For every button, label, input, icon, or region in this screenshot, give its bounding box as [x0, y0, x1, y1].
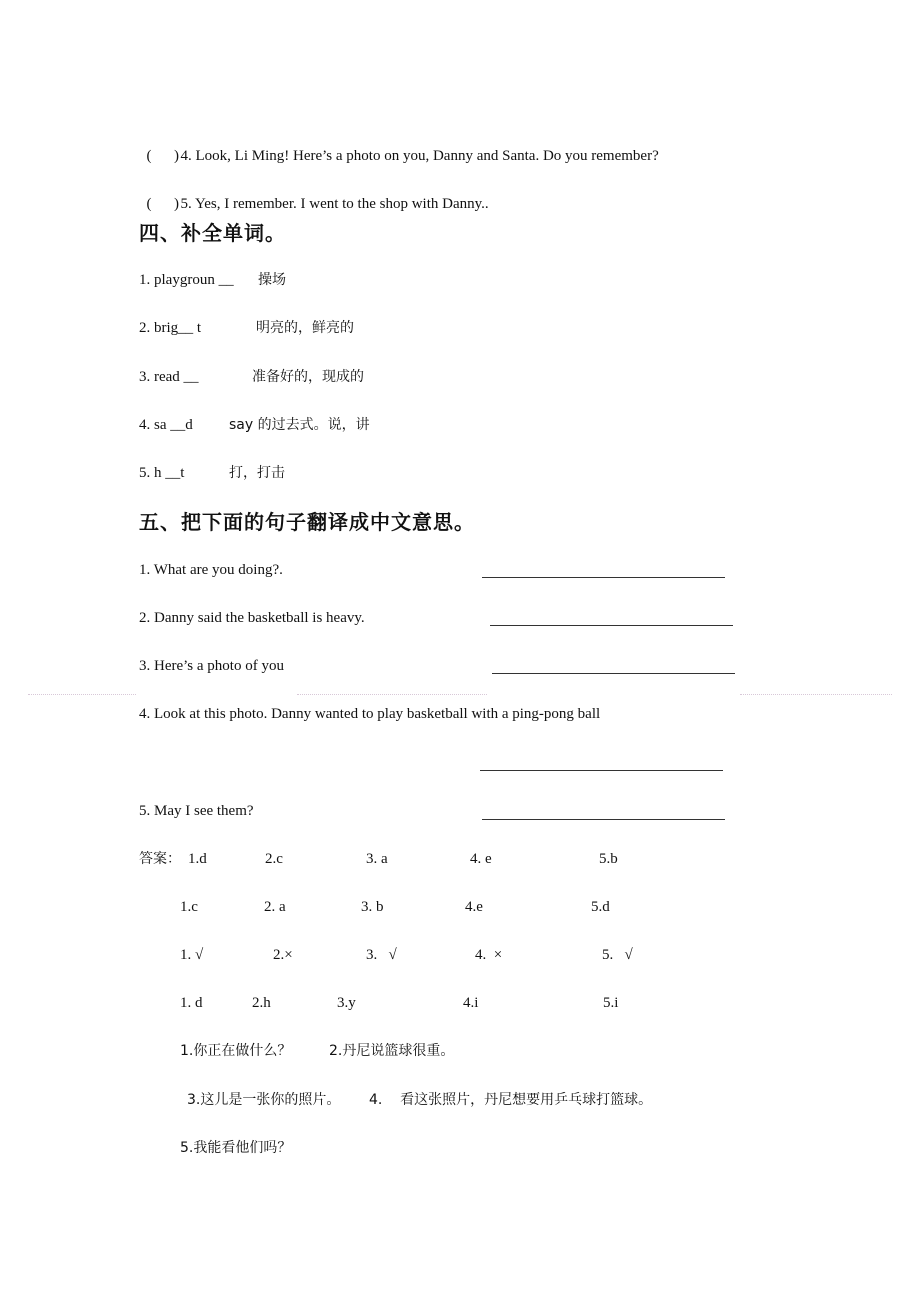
question-text: 4. Look, Li Ming! Here’s a photo on you, Danny and Santa. Do you remember? [180, 148, 659, 164]
answer-blank-1[interactable] [482, 577, 725, 578]
sentence-2: 2. Danny said the basketball is heavy. [139, 610, 365, 626]
answer-r1-3: 3. a [366, 851, 388, 867]
word-5-meaning: 打，打击 [229, 465, 285, 481]
answer-r3-4: 4. × [475, 947, 503, 963]
answer-r1-2: 2.c [265, 851, 283, 867]
word-1: 1. playgroun __ [139, 272, 234, 288]
word-1-meaning: 操场 [258, 272, 286, 288]
answer-blank-3[interactable] [492, 673, 735, 674]
answers-label: 答案： [139, 851, 181, 867]
word-2: 2. brig__ t [139, 320, 202, 336]
word-4: 4. sa __d [139, 417, 193, 433]
word-5: 5. h __t [139, 465, 185, 481]
answer-r4-4: 4.i [463, 995, 479, 1011]
answer-r2-1: 1.c [180, 899, 198, 915]
page-break-divider [28, 694, 136, 695]
answer-r4-1: 1. d [180, 995, 203, 1011]
translation-2: 2.丹尼说篮球很重。 [329, 1043, 455, 1059]
section-5-title: 五、把下面的句子翻译成中文意思。 [139, 510, 475, 534]
question-text: 5. Yes, I remember. I went to the shop with Danny.. [180, 196, 489, 212]
answer-blank-5[interactable] [482, 819, 725, 820]
answer-r3-3: 3. √ [366, 947, 397, 963]
word-4-meaning: say 的过去式。说，讲 [229, 417, 370, 433]
sentence-4: 4. Look at this photo. Danny wanted to play basketball with a ping-pong ball [139, 706, 601, 722]
answer-r2-2: 2. a [264, 899, 286, 915]
word-2-meaning: 明亮的，鲜亮的 [256, 320, 354, 336]
translation-1: 1.你正在做什么？ [180, 1043, 292, 1059]
sentence-5: 5. May I see them? [139, 803, 254, 819]
answer-blank-2[interactable] [490, 625, 733, 626]
answer-r1-5: 5.b [599, 851, 618, 867]
answer-r3-1: 1. √ [180, 947, 204, 963]
word-3-meaning: 准备好的，现成的 [252, 369, 364, 385]
translation-4: 4. 看这张照片，丹尼想要用乒乓球打篮球。 [369, 1092, 653, 1108]
sentence-3: 3. Here’s a photo of you [139, 658, 284, 674]
page-break-divider [740, 694, 892, 695]
answer-r1-4: 4. e [470, 851, 492, 867]
answer-r2-5: 5.d [591, 899, 610, 915]
answer-blank-4[interactable] [480, 770, 723, 771]
answer-r4-2: 2.h [252, 995, 271, 1011]
answer-r2-3: 3. b [361, 899, 384, 915]
answer-r4-5: 5.i [603, 995, 619, 1011]
answer-r3-5: 5. √ [602, 947, 633, 963]
sentence-1: 1. What are you doing?. [139, 562, 283, 578]
answer-paren: ( ) [146, 148, 179, 164]
word-3: 3. read __ [139, 369, 199, 385]
answer-r1-1: 1.d [188, 851, 207, 867]
page-break-divider [297, 694, 487, 695]
answer-r3-2: 2.× [273, 947, 293, 963]
answer-r2-4: 4.e [465, 899, 483, 915]
translation-3: 3.这儿是一张你的照片。 [187, 1092, 341, 1108]
answer-r4-3: 3.y [337, 995, 356, 1011]
question-5 [139, 174, 489, 214]
translation-5: 5.我能看他们吗？ [180, 1140, 292, 1156]
answer-paren: ( ) [146, 196, 179, 212]
question-4 [139, 126, 659, 166]
section-4-title: 四、补全单词。 [139, 221, 286, 245]
